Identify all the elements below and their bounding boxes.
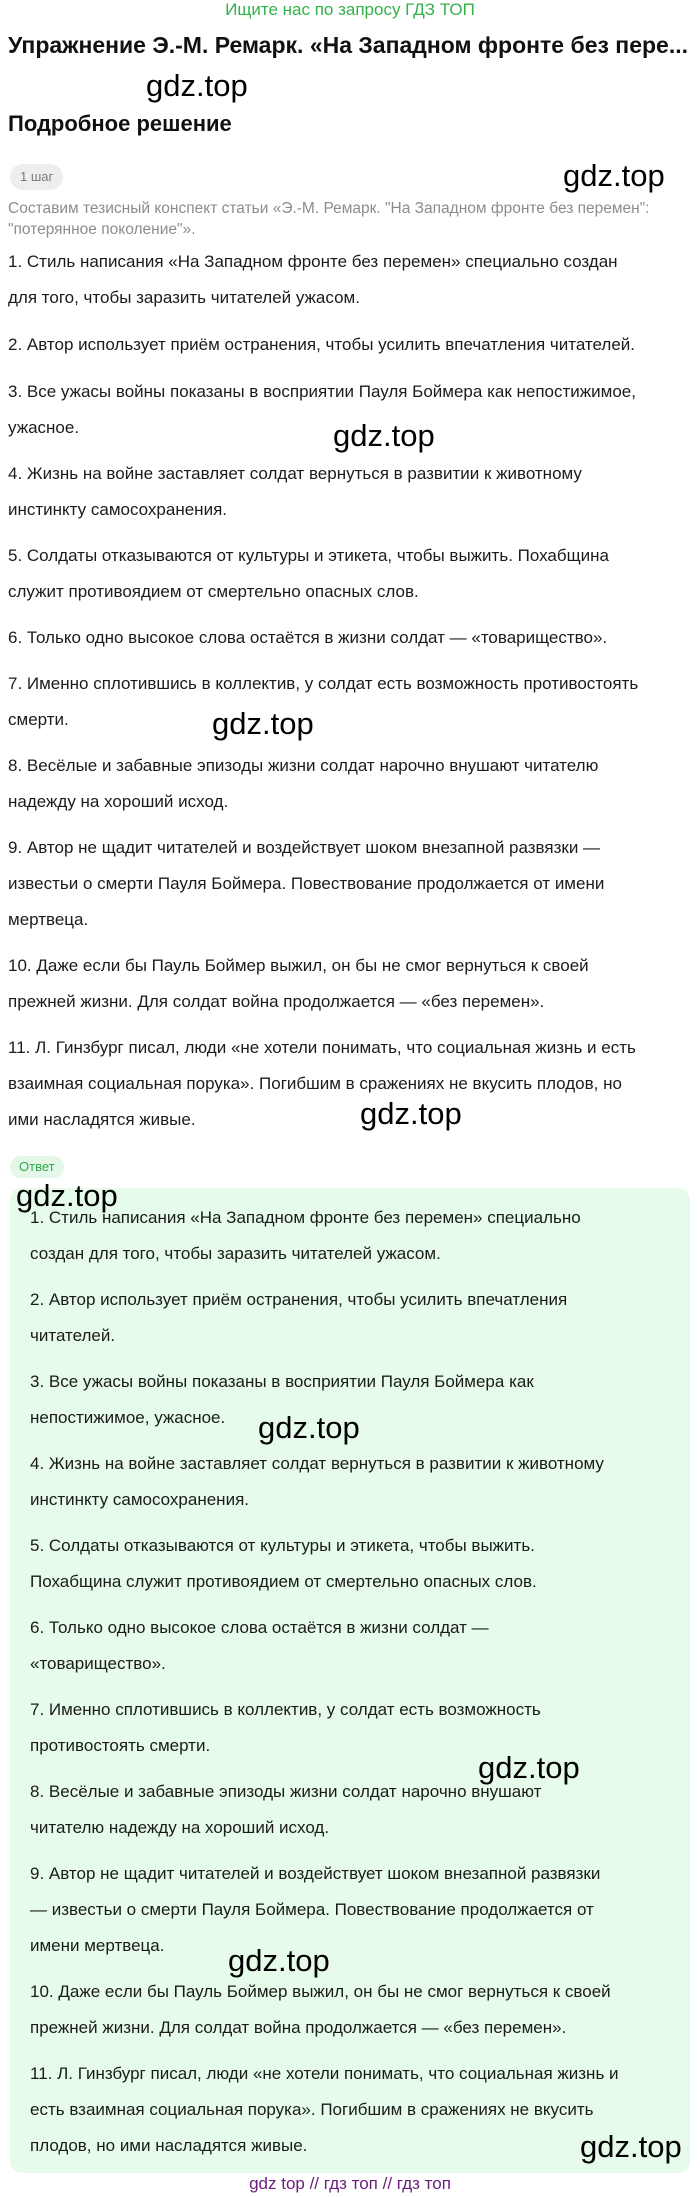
solution-item <box>8 666 692 738</box>
solution-item <box>8 327 692 363</box>
answer-line: прежней жизни. Для солдат война продолжается — «без перемен». <box>30 2018 567 2037</box>
solution-line: 10. Даже если бы Пауль Боймер выжил, он бы не смог вернуться к своей <box>8 956 589 975</box>
answer-line: читателей. <box>30 1326 116 1345</box>
answer-line: 7. Именно сплотившись в коллектив, у солдат есть возможность <box>30 1700 541 1719</box>
solution-line: мертвеца. <box>8 910 89 929</box>
solution-item <box>8 456 692 528</box>
answer-line: 5. Солдаты отказываются от культуры и этикета, чтобы выжить. <box>30 1536 535 1555</box>
answer-line: 8. Весёлые и забавные эпизоды жизни солдат нарочно внушают <box>30 1782 542 1801</box>
answer-line: противостоять смерти. <box>30 1736 211 1755</box>
answer-item <box>30 1200 670 1272</box>
solution-line: 6. Только одно высокое слова остаётся в жизни солдат — «товарищество». <box>8 628 608 647</box>
watermark: gdz.top <box>258 1410 360 1445</box>
watermark: gdz.top <box>228 1943 330 1978</box>
step-badge: 1 шаг <box>10 164 63 190</box>
solution-line: ужасное. <box>8 418 80 437</box>
answer-line: «товарищество». <box>30 1654 166 1673</box>
watermark: gdz.top <box>360 1096 462 1131</box>
answer-item <box>30 1528 670 1600</box>
answer-line: Похабщина служит противоядием от смертельно опасных слов. <box>30 1572 537 1591</box>
answer-line: 2. Автор использует приём остранения, чтобы усилить впечатления <box>30 1290 568 1309</box>
solution-line: для того, чтобы заразить читателей ужасом. <box>8 288 360 307</box>
solution-line: 2. Автор использует приём остранения, чтобы усилить впечатления читателей. <box>8 335 635 354</box>
answer-line: инстинкту самосохранения. <box>30 1490 249 1509</box>
answer-line: 11. Л. Гинзбург писал, люди «не хотели понимать, что социальная жизнь и <box>30 2064 619 2083</box>
solution-line: 1. Стиль написания «На Западном фронте без перемен» специально создан <box>8 252 618 271</box>
answer-line: 6. Только одно высокое слова остаётся в жизни солдат — <box>30 1618 489 1637</box>
solution-line: 7. Именно сплотившись в коллектив, у солдат есть возможность противостоять <box>8 674 639 693</box>
solution-item <box>8 538 692 610</box>
answer-line: 4. Жизнь на войне заставляет солдат вернуться в развитии к животному <box>30 1454 604 1473</box>
answer-line: 10. Даже если бы Пауль Боймер выжил, он бы не смог вернуться к своей <box>30 1982 611 2001</box>
section-title: Подробное решение <box>8 111 232 136</box>
solution-item <box>8 748 692 820</box>
answer-line: создан для того, чтобы заразить читателей ужасом. <box>30 1244 441 1263</box>
solution-line: надежду на хороший исход. <box>8 792 229 811</box>
page-title: Упражнение Э.-М. Ремарк. «На Западном фронте без пере... <box>8 32 689 58</box>
solution-line: 3. Все ужасы войны показаны в восприятии Пауля Боймера как непостижимое, <box>8 382 636 401</box>
watermark: gdz.top <box>146 68 248 103</box>
answer-badge: Ответ <box>10 1156 64 1178</box>
answer-line: 9. Автор не щадит читателей и воздействует шоком внезапной развязки <box>30 1864 601 1883</box>
solution-line: ими насладятся живые. <box>8 1110 196 1129</box>
solution-line: 5. Солдаты отказываются от культуры и этикета, чтобы выжить. Похабщина <box>8 546 609 565</box>
watermark: gdz.top <box>563 158 665 193</box>
solution-line: прежней жизни. Для солдат война продолжается — «без перемен». <box>8 992 545 1011</box>
solution-line: известьи о смерти Пауля Боймера. Повествование продолжается от имени <box>8 874 605 893</box>
answer-line: читателю надежду на хороший исход. <box>30 1818 330 1837</box>
answer-line: непостижимое, ужасное. <box>30 1408 226 1427</box>
answer-line: 3. Все ужасы войны показаны в восприятии Пауля Боймера как <box>30 1372 534 1391</box>
solution-item <box>8 830 692 938</box>
watermark: gdz.top <box>580 2129 682 2164</box>
solution-line: 11. Л. Гинзбург писал, люди «не хотели понимать, что социальная жизнь и есть <box>8 1038 636 1057</box>
watermark: gdz.top <box>16 1178 118 1213</box>
answer-line: 1. Стиль написания «На Западном фронте без перемен» специально <box>30 1208 581 1227</box>
solution-line: взаимная социальная порука». Погибшим в сражениях не вкусить плодов, но <box>8 1074 622 1093</box>
answer-item <box>30 1446 670 1518</box>
answer-item <box>30 2056 670 2164</box>
answer-item <box>30 1856 670 1964</box>
answer-line: имени мертвеца. <box>30 1936 165 1955</box>
solution-line: 9. Автор не щадит читателей и воздействует шоком внезапной развязки — <box>8 838 601 857</box>
solution-line: 4. Жизнь на войне заставляет солдат вернуться в развитии к животному <box>8 464 582 483</box>
solution-line: служит противоядием от смертельно опасных слов. <box>8 582 419 601</box>
solution-item <box>8 244 692 316</box>
answer-line: — известьи о смерти Пауля Боймера. Повествование продолжается от <box>30 1900 594 1919</box>
answer-item <box>30 1610 670 1682</box>
watermark: gdz.top <box>212 706 314 741</box>
solution-line: смерти. <box>8 710 69 729</box>
answer-line: есть взаимная социальная порука». Погибшим в сражениях не вкусить <box>30 2100 594 2119</box>
top-banner[interactable]: Ищите нас по запросу ГДЗ ТОП <box>225 0 475 19</box>
answer-line: плодов, но ими насладятся живые. <box>30 2136 308 2155</box>
answer-item <box>30 1282 670 1354</box>
solution-line: инстинкту самосохранения. <box>8 500 227 519</box>
intro-text: Составим тезисный конспект статьи «Э.-М. Ремарк. "На Западном фронте без перемен": "потерянное поколение"». <box>8 200 650 238</box>
answer-item <box>30 1974 670 2046</box>
watermark: gdz.top <box>333 418 435 453</box>
solution-item <box>8 948 692 1020</box>
solution-item <box>8 1030 692 1138</box>
watermark: gdz.top <box>478 1750 580 1785</box>
solution-item <box>8 620 692 656</box>
footer-links[interactable]: gdz top // гдз топ // гдз топ <box>249 2174 451 2193</box>
solution-line: 8. Весёлые и забавные эпизоды жизни солдат нарочно внушают читателю <box>8 756 599 775</box>
